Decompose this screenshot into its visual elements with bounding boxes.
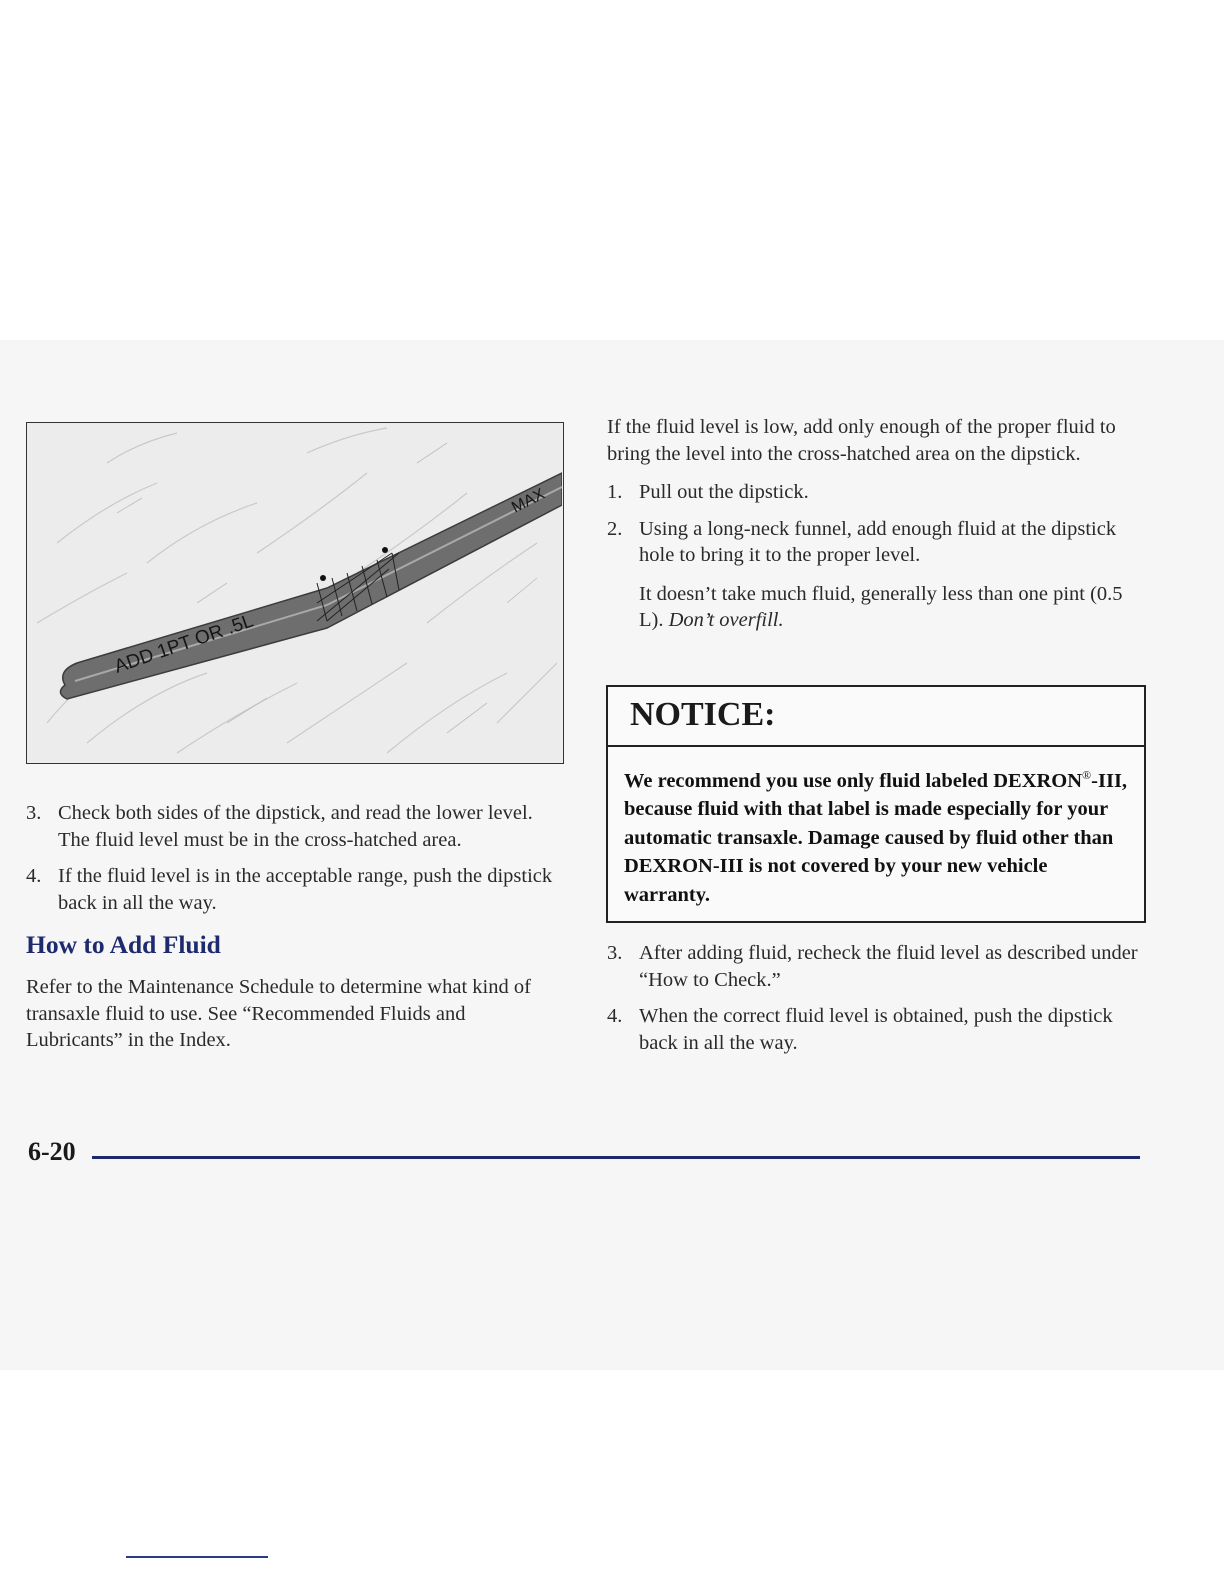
bottom-rule	[126, 1556, 268, 1558]
notice-title: NOTICE:	[608, 687, 1144, 747]
right-column-after-notice	[607, 940, 1147, 1056]
step-text: When the correct fluid level is obtained, push the dipstick back in all the way.	[639, 1005, 1113, 1054]
registered-mark: ®	[1082, 768, 1092, 782]
note-emphasis: Don’t overfill.	[668, 609, 784, 631]
step-text: If the fluid level is in the acceptable range, push the dipstick back in all the way.	[58, 865, 553, 914]
right-column	[607, 414, 1147, 634]
dipstick-label-add: ADD 1PT OR .5L	[111, 610, 257, 678]
list-item-step-3	[607, 940, 1147, 993]
footer-rule	[92, 1156, 1140, 1159]
list-number: 2.	[607, 517, 623, 540]
section-heading: How to Add Fluid	[26, 930, 221, 959]
list-item-step-3	[26, 800, 566, 853]
list-item-step-4	[607, 1003, 1147, 1056]
list-number: 3.	[26, 802, 42, 824]
step-text: Pull out the dipstick.	[639, 481, 809, 503]
step-note	[607, 581, 1147, 634]
list-number: 4.	[607, 1005, 623, 1027]
step-text: After adding fluid, recheck the fluid level as described under “How to Check.”	[639, 942, 1138, 991]
list-item-step-4	[26, 863, 566, 916]
notice-box	[606, 685, 1146, 923]
list-number: 3.	[607, 942, 623, 964]
intro-paragraph: If the fluid level is low, add only enough of the proper fluid to bring the level into the cross-hatched area on the dipstick.	[607, 416, 1116, 465]
body-paragraph: Refer to the Maintenance Schedule to determine what kind of transaxle fluid to use. See “Recommended Fluids and Lubricants” in the Index.	[26, 976, 531, 1051]
list-number: 1.	[607, 481, 623, 503]
list-item-step-2	[607, 516, 1147, 569]
notice-body	[608, 747, 1144, 909]
note-text: It doesn’t take much fluid, generally less than one pint (0.5 L).	[639, 582, 1123, 631]
left-column	[26, 800, 566, 1054]
notice-text-part2: -III, because fluid with that label is made especially for your automatic transaxle. Damage caused by fluid other than DEXRON-III is not covered by your new vehicle warranty.	[624, 769, 1128, 906]
notice-text-part1: We recommend you use only fluid labeled DEXRON	[624, 769, 1083, 792]
list-number: 4.	[26, 865, 42, 887]
dipstick-label-max: MAX	[509, 485, 548, 517]
list-item-step-1	[607, 479, 1147, 506]
step-text: Check both sides of the dipstick, and read the lower level. The fluid level must be in the cross-hatched area.	[58, 802, 533, 851]
dipstick-illustration	[26, 422, 564, 764]
page-number: 6-20	[28, 1137, 76, 1166]
step-text: Using a long-neck funnel, add enough fluid at the dipstick hole to bring it to the proper level.	[639, 517, 1117, 566]
